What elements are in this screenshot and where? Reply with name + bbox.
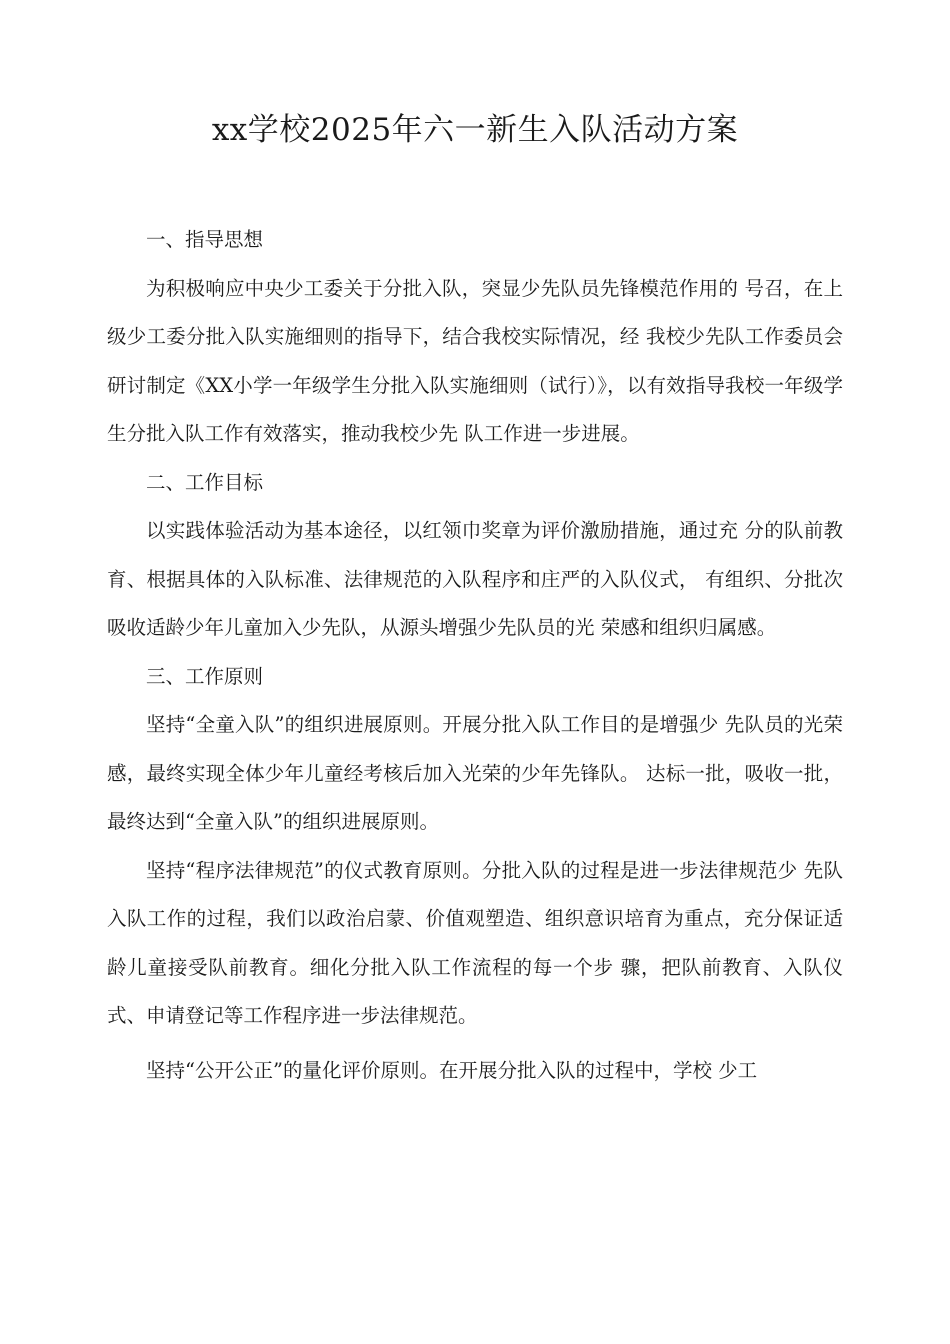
document-title: xx学校2025年六一新生入队活动方案 — [211, 112, 739, 148]
document-body — [107, 216, 843, 1095]
paragraph-work-goals: 以实践体验活动为基本途径，以红领巾奖章为评价激励措施，通过充 分的队前教育、根据具体的入队标准、法律规范的入队程序和庄严的入队仪式， 有组织、分批次吸收适龄少年儿童加入少先队，从源头增强少先队员的光 荣感和组织归属感。 — [107, 519, 843, 639]
section-heading-work-goals: 二、工作目标 — [146, 470, 264, 494]
paragraph-principle-standard-procedure: 坚持“程序法律规范”的仪式教育原则。分批入队的过程是进一步法律规范少 先队入队工作的过程，我们以政治启蒙、价值观塑造、组织意识培育为重点，充分保证适龄儿童接受队前教育。细化分批入队工作流程的每一个步 骤，把队前教育、入队仪式、申请登记等工作程序进一步法律规范。 — [107, 858, 843, 1027]
section-heading-work-principles: 三、工作原则 — [146, 664, 264, 688]
paragraph-principle-fairness: 坚持“公开公正”的量化评价原则。在开展分批入队的过程中，学校 少工 — [146, 1058, 758, 1082]
paragraph-guiding-ideology: 为积极响应中央少工委关于分批入队，突显少先队员先锋模范作用的 号召，在上级少工委分批入队实施细则的指导下，结合我校实际情况，经 我校少先队工作委员会研讨制定《XX小学一年级学生分批入队实施细则（试行）》，以有效指导我校一年级学生分批入队工作有效落实，推动我校少先 队工作进一步进展。 — [107, 276, 843, 445]
paragraph-principle-all-children: 坚持“全童入队”的组织进展原则。开展分批入队工作目的是增强少 先队员的光荣感，最终实现全体少年儿童经考核后加入光荣的少年先锋队。 达标一批，吸收一批，最终达到“全童入队”的组织进展原则。 — [107, 713, 843, 833]
section-heading-guiding-ideology: 一、指导思想 — [146, 228, 264, 251]
